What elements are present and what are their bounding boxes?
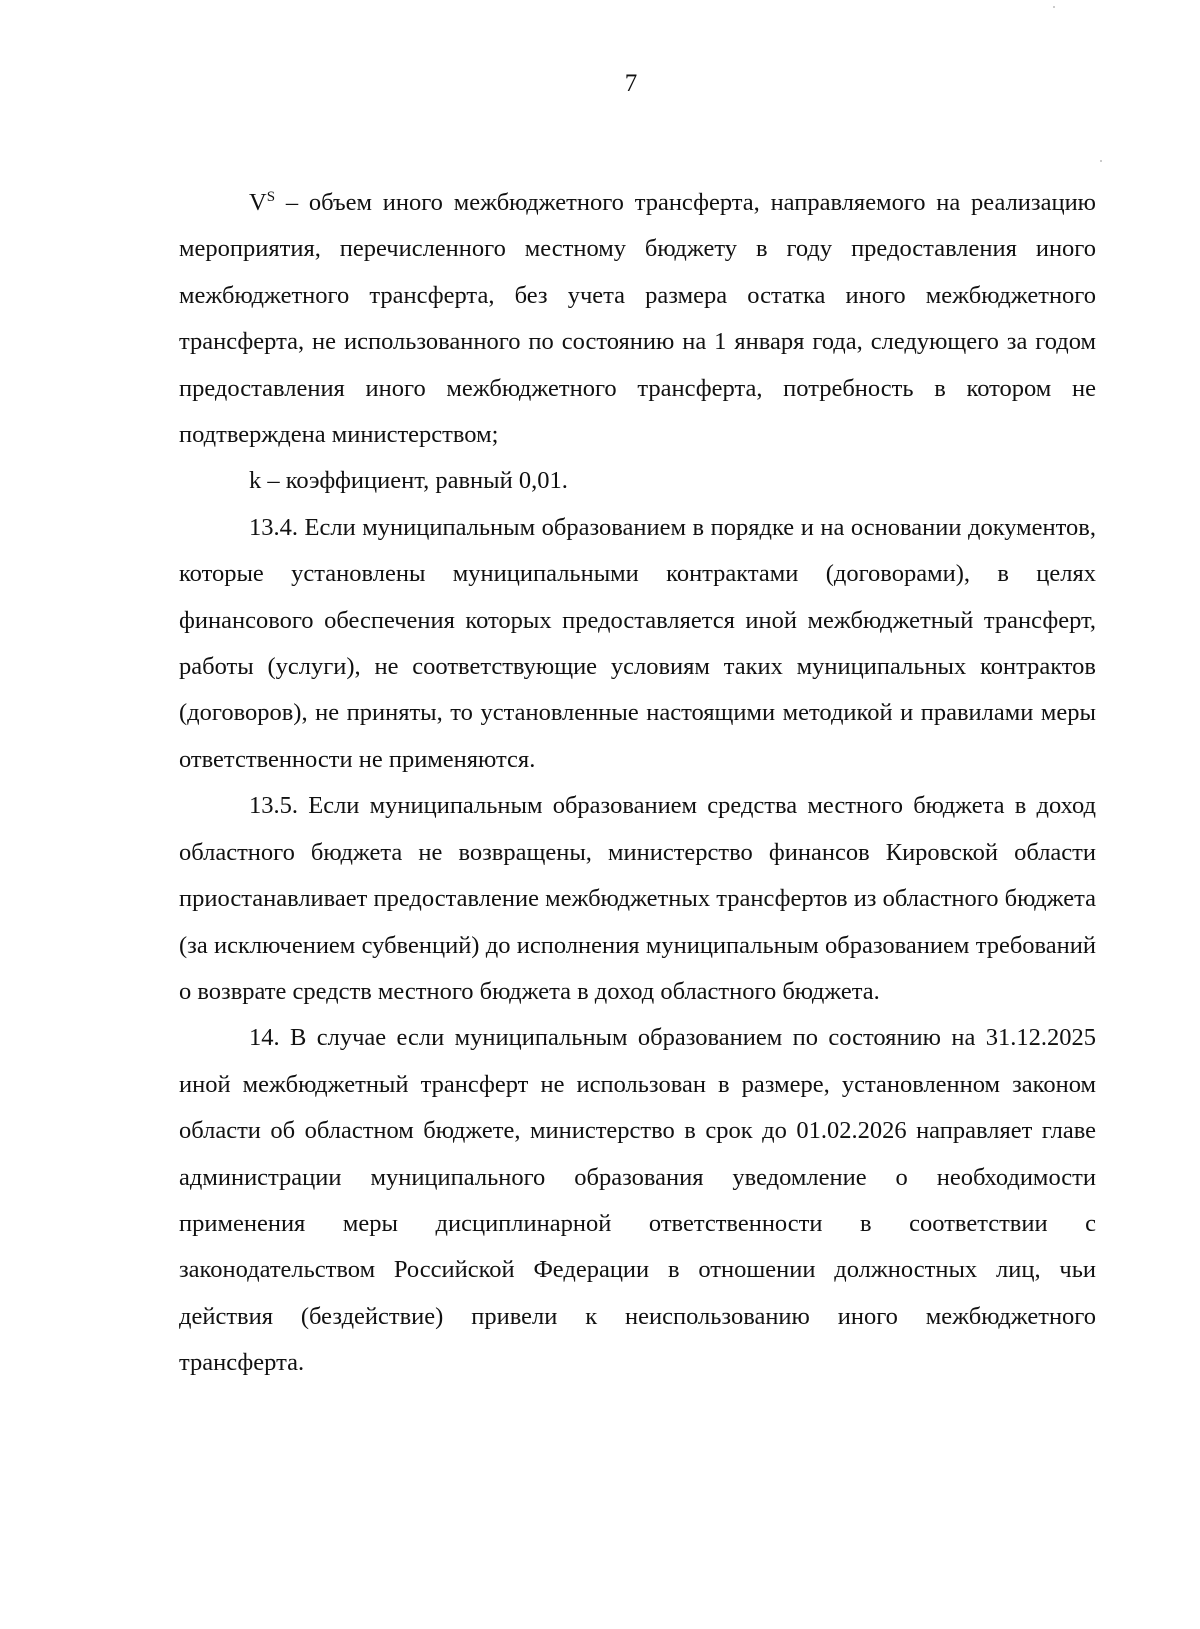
scan-speck (1100, 160, 1102, 162)
paragraph-13-4 (179, 505, 1096, 783)
paragraph-k-definition (179, 458, 1096, 504)
paragraph-text: 14. В случае если муниципальным образованием по состоянию на 31.12.2025 иной межбюджетный трансферт не использован в размере, установленном законом области об областном бюджете, министерство в срок до 01.02.2026 направляет главе администрации муниципального образования уведомление о необходимости применения меры дисциплинарной ответственности в соответствии с законодательством Российской Федерации в отношении должностных лиц, чьи действия (бездействие) привели к неиспользованию иного межбюджетного трансферта. (179, 1024, 1096, 1377)
paragraph-text: 13.5. Если муниципальным образованием средства местного бюджета в доход областного бюджета не возвращены, министерство финансов Кировской области приостанавливает предоставление межбюджетных трансфертов из областного бюджета (за исключением субвенций) до исполнения муниципальным образованием требований о возврате средств местного бюджета в доход областного бюджета. (179, 792, 1096, 1005)
document-body (179, 180, 1096, 1387)
paragraph-text: 13.4. Если муниципальным образованием в порядке и на основании документов, которые установлены муниципальными контрактами (договорами), в целях финансового обеспечения которых предоставляется иной межбюджетный трансферт, работы (услуги), не соответствующие условиям таких муниципальных контрактов (договоров), не приняты, то установленные настоящими методикой и правилами меры ответственности не применяются. (179, 513, 1096, 773)
variable-superscript: S (266, 189, 276, 205)
paragraph-text: – объем иного межбюджетного трансферта, направляемого на реализацию мероприятия, перечисленного местному бюджету в году предоставления иного межбюджетного трансферта, без учета размера остатка иного межбюджетного трансферта, не использованного по состоянию на 1 января года, следующего за годом предоставления иного межбюджетного трансферта, потребность в котором не подтверждена министерством; (179, 189, 1096, 449)
scan-speck (1053, 6, 1055, 8)
paragraph-14 (179, 1015, 1096, 1386)
paragraph-text: k – коэффициент, равный 0,01. (249, 467, 568, 495)
variable-symbol: V (249, 189, 267, 216)
paragraph-vs-definition (179, 180, 1096, 458)
page-number: 7 (624, 70, 638, 97)
paragraph-13-5 (179, 783, 1096, 1015)
